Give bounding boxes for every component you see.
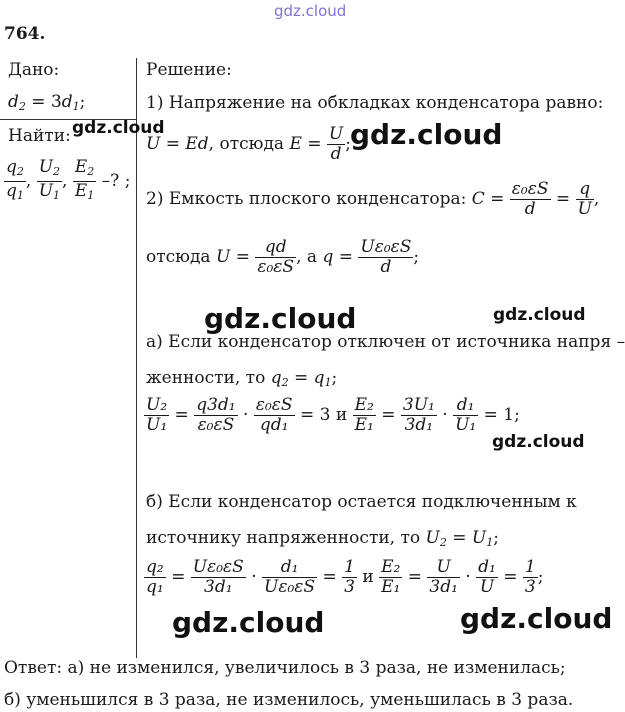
- case-b-text-2: источнику напряженности, то $U_2 = U_1$;: [146, 528, 499, 549]
- watermark-4: gdz.cloud: [493, 305, 586, 325]
- watermark-top: gdz.cloud: [274, 2, 347, 20]
- watermark-7: gdz.cloud: [460, 602, 613, 635]
- given-label: Дано:: [8, 60, 60, 80]
- case-b-text-1: б) Если конденсатор остается подключенным к: [146, 492, 577, 512]
- answer-line-1: Ответ: а) не изменился, увеличилось в 3 раза, не изменилась;: [4, 658, 566, 678]
- watermark-2: gdz.cloud: [350, 118, 503, 151]
- watermark-5: gdz.cloud: [492, 432, 585, 452]
- formula-voltage-charge: отсюда U = $\frac{qd}{\text{ε₀εS}}$ , а q = $\frac{\text{Uε₀εS}}{d}$ ;: [146, 237, 420, 277]
- find-label: Найти:: [8, 126, 71, 146]
- watermark-1: gdz.cloud: [72, 118, 165, 138]
- watermark-3: gdz.cloud: [204, 302, 357, 335]
- case-a-formula: $\frac{\text{U₂}}{\text{U₁}}$ = $\frac{\text{q3d₁}}{\text{ε₀εS}}$ · $\frac{\text{ε₀εS}}{\text{qd₁}}$ = 3 и $\frac{\text{E₂}}{\text{E₁}}$ = $\frac{\text{3U₁}}{\text{3d₁}}$ · $\frac{\text{d₁}}{\text{U₁}}$ = 1;: [146, 395, 520, 435]
- formula-field-strength: U = Ed, отсюда E = $\frac{U}{d}$ ;: [146, 124, 351, 164]
- given-relation: $d_2 = 3d_1$;: [8, 92, 86, 113]
- column-divider: [136, 58, 137, 658]
- problem-number: 764.: [4, 24, 46, 44]
- answer-line-2: б) уменьшился в 3 раза, не изменилось, уменьшилась в 3 раза.: [4, 690, 574, 710]
- step-1-text: 1) Напряжение на обкладках конденсатора равно:: [146, 93, 604, 113]
- watermark-6: gdz.cloud: [172, 606, 325, 639]
- case-b-formula: $\frac{\text{q₂}}{\text{q₁}}$ = $\frac{\text{Uε₀εS}}{\text{3d₁}}$ · $\frac{\text{d₁}}{\text{Uε₀εS}}$ = $\frac{1}{3}$ и $\frac{\text{E₂}}{\text{E₁}}$ = $\frac{U}{\text{3d₁}}$ · $\frac{\text{d₁}}{U}$ = $\frac{1}{3}$ ;: [146, 557, 544, 597]
- formula-capacitance: 2) Емкость плоского конденсатора: C = $\frac{\text{ε₀εS}}{d}$ = $\frac{q}{U}$ ,: [146, 179, 600, 219]
- solution-label: Решение:: [146, 60, 232, 80]
- case-a-text-2: женности, то $q_2 = q_1$;: [146, 368, 338, 389]
- case-a-text-1: а) Если конденсатор отключен от источника напря –: [146, 332, 625, 352]
- find-quantities: $\frac{q_2}{q_1}$ , $\frac{U_2}{U_1}$ , $\frac{E_2}{E_1}$ –? ;: [6, 157, 131, 202]
